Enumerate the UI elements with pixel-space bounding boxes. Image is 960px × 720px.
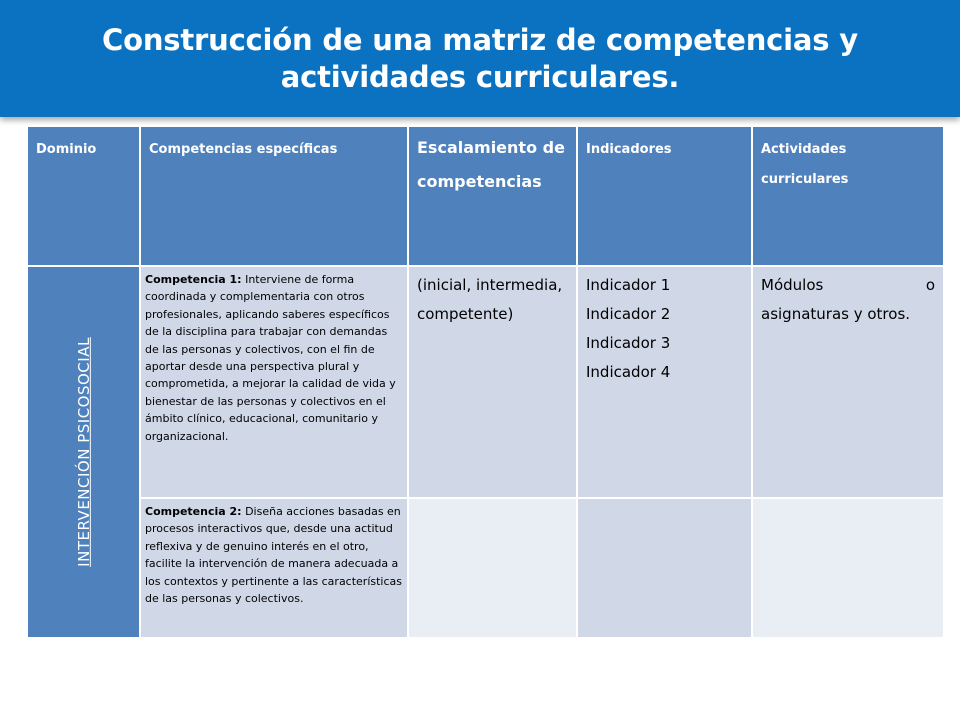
header-competencias: Competencias específicas — [140, 126, 408, 266]
escalamiento-text: (inicial, intermedia, competente) — [417, 276, 563, 323]
table-row — [27, 498, 944, 638]
header-indicadores: Indicadores — [577, 126, 752, 266]
indicador-item: Indicador 4 — [586, 363, 671, 381]
indicadores-cell — [577, 266, 752, 498]
competencia-2-label: Competencia 2: — [145, 505, 242, 518]
empty-actividades-cell — [752, 498, 944, 638]
actividades-cell — [752, 266, 944, 498]
dominio-cell — [27, 266, 140, 638]
competencia-1-cell — [140, 266, 408, 498]
title-bar — [0, 0, 960, 117]
escalamiento-cell — [408, 266, 577, 498]
indicador-item: Indicador 1 — [586, 276, 671, 294]
actividades-first-line — [761, 271, 935, 300]
dominio-label: INTERVENCIÓN PSICOSOCIAL — [74, 337, 93, 567]
competencia-1-label: Competencia 1: — [145, 273, 242, 286]
indicador-item: Indicador 2 — [586, 305, 671, 323]
table-row — [27, 266, 944, 498]
table-header-row — [27, 126, 944, 266]
competencia-2-text: Diseña acciones basadas en procesos interactivos que, desde una actitud reflexiva y de genuino interés en el otro, facilite la intervención de manera adecuada a los contextos y pertinente a las características de las personas y colectivos. — [145, 505, 403, 606]
competencia-2-cell — [140, 498, 408, 638]
page-title: Construcción de una matriz de competencias y actividades curriculares. — [102, 22, 858, 94]
competency-matrix-table — [26, 125, 945, 639]
actividades-word-1: Módulos — [761, 276, 824, 294]
header-actividades: Actividades curriculares — [752, 126, 944, 266]
indicador-item: Indicador 3 — [586, 334, 671, 352]
competencia-1-text: Interviene de forma coordinada y complementaria con otros profesionales, aplicando saberes específicos de la disciplina para trabajar con demandas de las personas y colectivos, con el fin de aportar desde una perspectiva plural y comprometida, a mejorar la calidad de vida y bienestar de las personas y colectivos en el ámbito clínico, educacional, comunitario y organizacional. — [145, 273, 396, 443]
actividades-word-2: o — [925, 276, 935, 294]
actividades-rest: asignaturas y otros. — [761, 305, 911, 323]
empty-indicadores-cell — [577, 498, 752, 638]
header-escalamiento: Escalamiento de competencias — [408, 126, 577, 266]
header-dominio: Dominio — [27, 126, 140, 266]
empty-escalamiento-cell — [408, 498, 577, 638]
